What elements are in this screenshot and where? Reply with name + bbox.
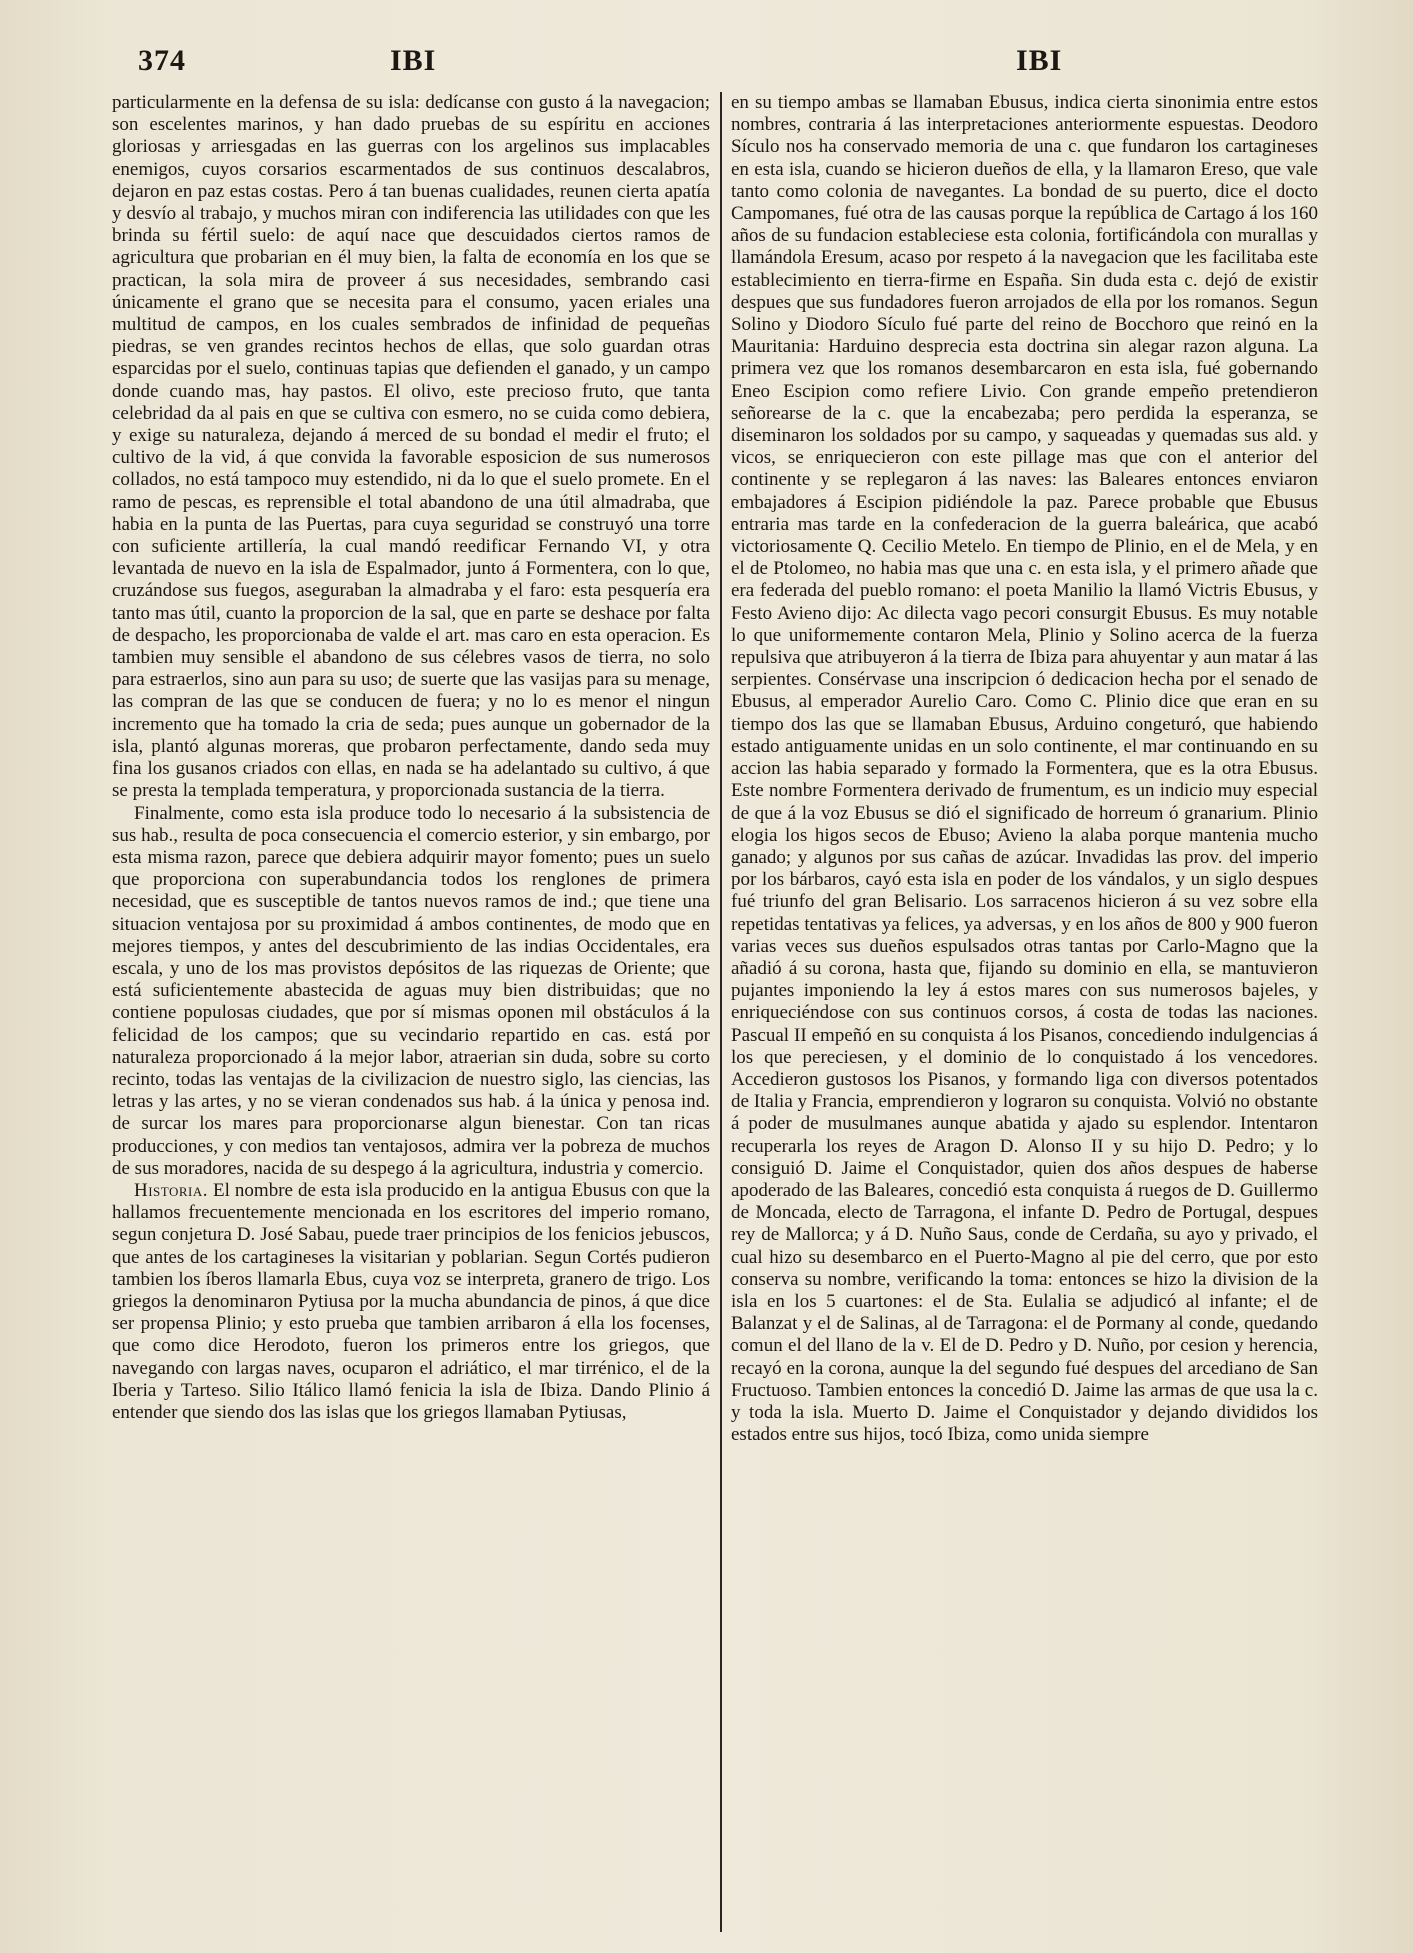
section-label: Historia. [134, 1179, 209, 1201]
paragraph-historia [112, 1180, 710, 1424]
right-column [731, 92, 1318, 1446]
column-divider [720, 92, 722, 1932]
left-running-head: IBI [390, 44, 437, 77]
paragraph: en su tiempo ambas se llamaban Ebusus, indica cierta sinonimia entre estos nombres, contraria á las interpretaciones anteriormente espuestas. Deodoro Sículo nos ha conservado memoria de una c. que fundaron los cartagineses en esta isla, cuando se hicieron dueños de ella, y la llamaron Ereso, que vale tanto como colonia de navegantes. La bondad de su puerto, dice el docto Campomanes, fué otra de las causas porque la república de Cartago á los 160 años de su fundacion estableciese esta colonia, fortificándola con murallas y llamándola Eresum, acaso por respeto á la navegacion que les facilitaba este establecimiento en tierra-firme en España. Sin duda esta c. dejó de existir despues que sus fundadores fueron arrojados de ella por los romanos. Segun Solino y Diodoro Sículo fué parte del reino de Bocchoro que reinó en la Mauritania: Harduino desprecia esta doctrina sin alegar razon alguna. La primera vez que los romanos desembarcaron en esta isla, fué gobernando Eneo Escipion como refiere Livio. Con grande empeño pretendieron señorearse de la c. que la encabezaba; pero perdida la esperanza, se diseminaron los soldados por su campo, y saqueadas y quemadas sus ald. y vicos, se enriquecieron con este pillage mas que con el anterior del continente y se replegaron á las naves: las Baleares entonces enviaron embajadores á Escipion pidiéndole la paz. Parece probable que Ebusus entraria mas tarde en la confederacion de la guerra baleárica, que acabó victoriosamente Q. Cecilio Metelo. En tiempo de Plinio, en el de Mela, y en el de Ptolomeo, no habia mas que una c. en esta isla, y el primero añade que era federada del pueblo romano: el poeta Manilio la llamó Victris Ebusus, y Festo Avieno dijo: Ac dilecta vago pecori consurgit Ebusus. Es muy notable lo que uniformemente contaron Mela, Plinio y Solino acerca de la fuerza repulsiva que atribuyeron á la tierra de Ibiza para ahuyentar y aun matar á las serpientes. Consérvase una inscripcion ó dedicacion hecha por el senado de Ebusus, al emperador Aurelio Caro. Como C. Plinio dice que eran en su tiempo dos las que se llamaban Ebusus, Arduino congeturó, que habiendo estado antiguamente unidas en un solo continente, el mar continuando en su accion las habia separado y formado la Formentera, que es la otra Ebusus. Este nombre Formentera derivado de frumentum, es un indicio muy especial de que á la voz Ebusus se dió el significado de horreum ó granarium. Plinio elogia los higos secos de Ebuso; Avieno la alaba porque mantenia mucho ganado; y algunos por sus cañas de azúcar. Invadidas las prov. del imperio por los bárbaros, cayó esta isla en poder de los vándalos, y un siglo despues fué triunfo del gran Belisario. Los sarracenos hicieron á su vez sobre ella repetidas tentativas ya felices, ya adversas, y en los años de 800 y 900 fueron varias veces sus dueños espulsados otras tantas por Carlo-Magno que la añadió á su corona, hasta que, fijando su dominio en ella, se mantuvieron pujantes imponiendo la ley á estos mares con sus numerosos bajeles, y enriqueciéndose con sus continuos corsos, á costa de todas las naciones. Pascual II empeñó en su conquista á los Pisanos, concediendo indulgencias á los que pereciesen, y el dominio de lo conquistado á los vencedores. Accedieron gustosos los Pisanos, y formando liga con diversos potentados de Italia y Francia, emprendieron y lograron su conquista. Volvió no obstante á poder de musulmanes aunque abatida y ajado su esplendor. Intentaron recuperarla los reyes de Aragon D. Alonso II y su hijo D. Pedro; y lo consiguió D. Jaime el Conquistador, quien dos años despues de haberse apoderado de las Baleares, concedió esta conquista á ruegos de D. Guillermo de Moncada, electo de Tarragona, el infante D. Pedro de Portugal, despues rey de Mallorca; y á D. Nuño Saus, conde de Cerdaña, su ayo y privado, el cual hizo su desembarco en el Puerto-Magno al pie del cerro, que por esto conserva su nombre, verificando la toma: entonces se hizo la division de la isla en los 5 cuartones: el de Sta. Eulalia se adjudicó al infante; el de Balanzat y el de Salinas, al de Tarragona: el de Pormany al conde, quedando comun el del llano de la v. El de D. Pedro y D. Nuño, por cesion y herencia, recayó en la corona, aunque la del segundo fué despues del arcediano de San Fructuoso. Tambien entonces la concedió D. Jaime las armas de que usa la c. y toda la isla. Muerto D. Jaime el Conquistador y dejando divididos los estados entre sus hijos, tocó Ibiza, como unida siempre [731, 92, 1318, 1446]
left-column [112, 92, 710, 1424]
paragraph: Finalmente, como esta isla produce todo lo necesario á la subsistencia de sus hab., resulta de poca consecuencia el comercio esterior, y sin embargo, por esta misma razon, parece que debiera adquirir mayor fomento; pues un suelo que proporciona con superabundancia todos los renglones de primera necesidad, que es susceptible de tantos nuevos ramos de ind.; que tiene una situacion ventajosa por su proximidad á ambos continentes, de modo que en mejores tiempos, y antes del descubrimiento de las indias Occidentales, era escala, y uno de los mas provistos depósitos de las riquezas de Oriente; que está suficientemente abastecida de aguas muy bien distribuidas; que no contiene populosas ciudades, que por sí mismas oponen mil obstáculos á la felicidad de los campos; que su vecindario repartido en cas. está por naturaleza proporcionado á la mejor labor, atraerian sin duda, sobre su corto recinto, todas las ventajas de la civilizacion de nuestro siglo, las ciencias, las letras y las artes, y no se vieran condenados sus hab. á la única y penosa ind. de surcar los mares para proporcionarse algun bienestar. Con tan ricas producciones, y con medios tan ventajosos, admira ver la pobreza de muchos de sus moradores, nacida de su despego á la agricultura, industria y comercio. [112, 802, 710, 1179]
right-running-head: IBI [1016, 44, 1063, 77]
paragraph-text: El nombre de esta isla producido en la antigua Ebusus con que la hallamos frecuentemente mencionada en los escritores del imperio romano, segun conjetura D. José Sabau, puede traer principios de los fenicios jebuscos, que antes de los cartagineses la visitarian y poblarian. Segun Cortés pudieron tambien los íberos llamarla Ebus, cuya voz se interpreta, granero de trigo. Los griegos la denominaron Pytiusa por la mucha abundancia de pinos, á que dice ser propensa Plinio; y esto prueba que tambien arribaron á ella los focenses, que como dice Herodoto, fueron los primeros entre los griegos, que navegando con largas naves, ocuparon el adriático, el mar tirrénico, el de la Iberia y Tarteso. Silio Itálico llamó fenicia la isla de Ibiza. Dando Plinio á entender que siendo dos las islas que los griegos llamaban Pytiusas, [112, 1179, 710, 1423]
paragraph: particularmente en la defensa de su isla: dedícanse con gusto á la navegacion; son escelentes marinos, y han dado pruebas de su espíritu en acciones gloriosas y arriesgadas en las guerras con los argelinos sus implacables enemigos, cuyos corsarios escarmentados de sus continuos descalabros, dejaron en paz estas costas. Pero á tan buenas cualidades, reunen cierta apatía y desvío al trabajo, y muchos miran con indiferencia las utilidades con que les brinda su fértil suelo: de aquí nace que descuidados ciertos ramos de agricultura que probarian en él muy bien, la falta de economía en los que se practican, la sola mira de proveer á sus necesidades, sembrando casi únicamente el grano que se necesita para el consumo, yacen eriales una multitud de campos, en los cuales sembrados de infinidad de pequeñas piedras, se ven grandes recintos hechos de ellas, que solo guardan otras esparcidas por el suelo, continuas tapias que defienden el ganado, y un campo donde cuando mas, hay pastos. El olivo, este precioso fruto, que tanta celebridad da al pais en que se cultiva con esmero, no se cuida como debiera, y exige su naturaleza, dejando á merced de su bondad el medir el fruto; el cultivo de la vid, á que convida la favorable esposicion de sus numerosos collados, no está tampoco muy estendido, ni da lo que el suelo promete. En el ramo de pescas, es reprensible el total abandono de una útil almadraba, que habia en la punta de las Puertas, para cuya seguridad se construyó una torre con suficiente artillería, la cual mandó reedificar Fernando VI, y otra levantada de nuevo en la isla de Espalmador, junto á Formentera, con lo que, cruzándose sus fuegos, aseguraban la almadraba y el faro: esta pesquería era tanto mas útil, cuanto la proporcion de la sal, que en parte se deshace por falta de despacho, les proporcionaba de valde el art. mas caro en esta operacion. Es tambien muy sensible el abandono de sus célebres vasos de tierra, no solo para estraerlos, sino aun para su uso; de suerte que las vasijas para su menage, las compran de las que se conducen de fuera; y no lo es menor el ningun incremento que ha tomado la cria de seda; pues aunque un gobernador de la isla, plantó algunas moreras, que probaron perfectamente, dando seda muy fina los gusanos criados con ellas, en nada se ha adelantado su cultivo, á que se presta la templada temperatura, y proporcionada sustancia de la tierra. [112, 92, 710, 802]
page-header [138, 44, 1311, 88]
page-number: 374 [138, 44, 186, 77]
